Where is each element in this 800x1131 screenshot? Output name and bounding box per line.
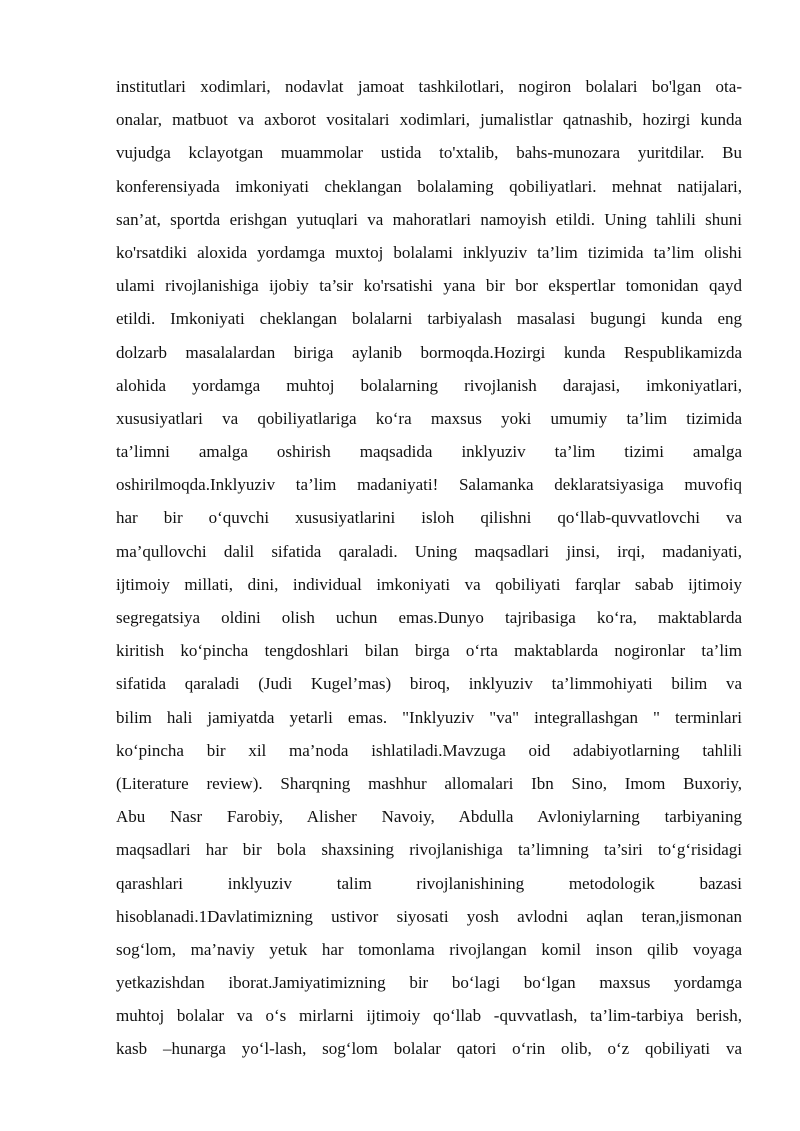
text-line: sifatida qaraladi (Judi Kugel’mas) biroq, inklyuziv ta’limmohiyati bilim va [116,674,742,694]
text-line: ulami rivojlanishiga ijobiy ta’sir ko'rsatishi yana bir bor ekspertlar tomonidan qayd [116,276,742,296]
text-line: etildi. Imkoniyati cheklangan bolalarni tarbiyalash masalasi bugungi kunda eng [116,309,742,329]
text-line: kasb –hunarga yo‘l-lash, sog‘lom bolalar qatori o‘rin olib, o‘z qobiliyati va [116,1039,742,1059]
text-line: xususiyatlari va qobiliyatlariga ko‘ra maxsus yoki umumiy ta’lim tizimida [116,408,742,428]
text-line: segregatsiya oldini olish uchun emas.Dunyo tajribasiga ko‘ra, maktablarda [116,608,742,627]
text-line: kiritish ko‘pincha tengdoshlari bilan birga o‘rta maktablarda nogironlar ta’lim [116,641,742,661]
text-line: ko‘pincha bir xil ma’noda ishlatiladi.Mavzuga oid adabiyotlarning tahlili [116,740,742,760]
text-line: onalar, matbuot va axborot vositalari xodimlari, jumalistlar qatnashib, hozirgi kunda [116,110,742,130]
text-line: konferensiyada imkoniyati cheklangan bolalaming qobiliyatlari. mehnat natijalari, [116,176,742,196]
body-text [116,70,742,1066]
text-line: san’at, sportda erishgan yutuqlari va mahoratlari namoyish etildi. Uning tahlili shuni [116,209,742,229]
text-line: institutlari xodimlari, nodavlat jamoat tashkilotlari, nogiron bolalari bo'lgan ota- [116,77,742,96]
text-line: alohida yordamga muhtoj bolalarning rivojlanish darajasi, imkoniyatlari, [116,375,742,395]
text-line: hisoblanadi.1Davlatimizning ustivor siyosati yosh avlodni aqlan teran,jismonan [116,906,742,926]
text-line: ta’limni amalga oshirish maqsadida inklyuziv ta’lim tizimi amalga [116,442,742,462]
text-line: vujudga kclayotgan muammolar ustida to'xtalib, bahs-munozara yuritdilar. Bu [116,143,742,163]
text-line: (Literature review). Sharqning mashhur allomalari Ibn Sino, Imom Buxoriy, [116,773,742,793]
text-line: maqsadlari har bir bola shaxsining rivojlanishiga ta’limning ta’siri to‘g‘risidagi [116,840,742,860]
text-line: yetkazishdan iborat.Jamiyatimizning bir bo‘lagi bo‘lgan maxsus yordamga [116,973,742,993]
text-line: sog‘lom, ma’naviy yetuk har tomonlama rivojlangan komil inson qilib voyaga [116,939,742,959]
text-line: Abu Nasr Farobiy, Alisher Navoiy, Abdulla Avloniylarning tarbiyaning [116,807,742,827]
text-line: muhtoj bolalar va o‘s mirlarni ijtimoiy qo‘llab -quvvatlash, ta’lim-tarbiya berish, [116,1006,742,1026]
text-line: ijtimoiy millati, dini, individual imkoniyati va qobiliyati farqlar sabab ijtimoiy [116,574,742,594]
text-line: bilim hali jamiyatda yetarli emas. "Inklyuziv "va" integrallashgan " terminlari [116,707,742,727]
text-line: ko'rsatdiki aloxida yordamga muxtoj bolalami inklyuziv ta’lim tizimida ta’lim olishi [116,242,742,262]
text-line: qarashlari inklyuziv talim rivojlanishining metodologik bazasi [116,873,742,893]
text-line: dolzarb masalalardan biriga aylanib bormoqda.Hozirgi kunda Respublikamizda [116,342,742,362]
text-line: har bir o‘quvchi xususiyatlarini isloh qilishni qo‘llab-quvvatlovchi va [116,508,742,528]
text-line: oshirilmoqda.Inklyuziv ta’lim madaniyati! Salamanka deklaratsiyasiga muvofiq [116,475,742,495]
text-line: ma’qullovchi dalil sifatida qaraladi. Uning maqsadlari jinsi, irqi, madaniyati, [116,541,742,561]
